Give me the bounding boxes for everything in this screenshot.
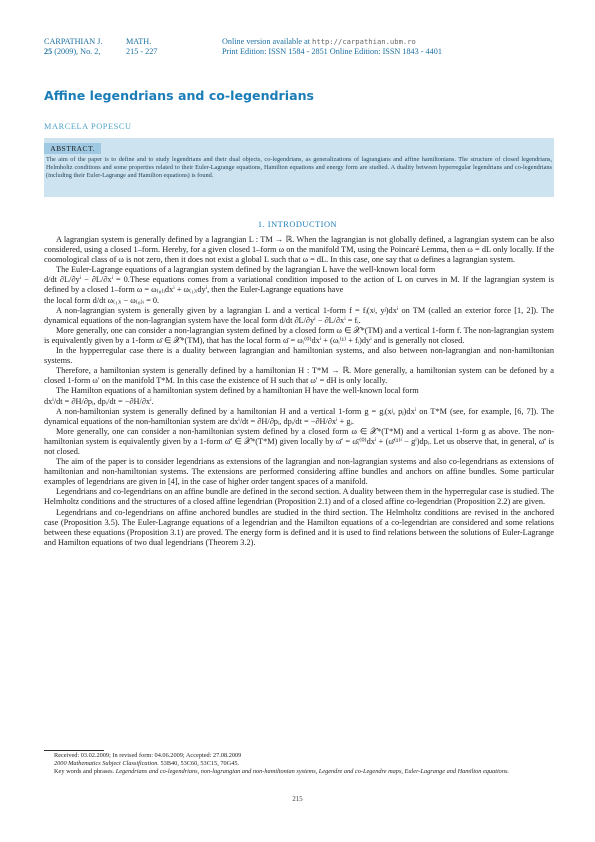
paragraph: d/dt ∂L/∂yⁱ − ∂L/∂xⁱ = 0.These equations comes from a variational condition imposed to the action of L on curves in M. If the lagrangian system is defined by a closed 1–form ω = ω₍₀₎ᵢdxⁱ + ω₍₁₎ᵢdyⁱ, then the Euler-Lagrange equations have [44,275,554,295]
edition-info [222,37,442,57]
paragraph: Legendrians and co-legendrians on an affine bundle are defined in the second section. A duality between them in the hyperregular case is studied. The Helmholtz conditions and the structures of a closed affine legendrian (Proposition 2.1) and of a closed affine co-legendrian (Proposition 2.2) are given. [44,487,554,507]
online-prefix: Online version available at [222,37,313,46]
paragraph: The Hamilton equations of a hamiltonian system defined by a hamiltonian H have the well-known local form [56,386,419,396]
journal-header [44,37,551,57]
equation: dxⁱ/dt = ∂H/∂pᵢ, dpᵢ/dt = −∂H/∂xⁱ. [44,396,154,406]
paper-author: MARCELA POPESCU [44,122,132,131]
footnote-rule [44,750,104,751]
journal-name: CARPATHIAN J. [44,37,103,46]
paragraph: Therefore, a hamiltonian system is generally defined by a hamiltonian H : T*M → ℝ. More generally, a hamiltonian system can be defoned by a closed 1-form ω′ on the manifold T*M. In this case the existence of H such that ω′ = dH is only locally. [44,366,554,386]
paragraph: More generally, one can consider a non-hamiltonian system defined by a closed form ω ∈ 𝒳*(T*M) and a vertical 1-form g as above. The non-hamiltonian system is equivalently given by a 1-form ω̄′ ∈ 𝒳*(T*M) given locally by ω̄′ = ω̄ᵢ⁽⁰⁾dxⁱ + (ω̄⁽¹⁾ⁱ − gⁱ)dpᵢ. Let us observe that, in general, ω̄′ is not closed. [44,426,554,456]
journal-subject: MATH. [126,37,152,46]
paper-title: Affine legendrians and co-legendrians [44,88,315,103]
section-heading: 1. INTRODUCTION [257,220,338,229]
journal-volume: 25 (2009), No. 2, [44,47,101,56]
body-text [44,235,554,548]
keywords: Key words and phrases. Legendrians and co-legendrians, non-lagrangian and non-hamiltonian systems, Legendre and co-Legendre maps, Euler-Lagrange and Hamilton equations. [54,768,510,775]
paragraph: In the hypperregular case there is a duality between lagrangian and hamiltonian systems, and also between non-lagrangian and non-hamiltonian systems. [44,346,554,366]
paragraph: The aim of the paper is to consider legendrians as extensions of the lagrangian and non-lagrangian systems and also co-legendrians as extensions of hamiltonian and non-hamiltonian systems. The extensions are performed considering affine bundles and anchors on affine bundles. Some particular examples of legendrians are given in [4], in the case of higher order tangent spaces of a manifold. [44,457,554,487]
paragraph: A non-hamiltonian system is generally defined by a hamiltonian H and a vertical 1-form g = gᵢ(xʲ, pⱼ)dxⁱ on T*M (see, for example, [6, 7]). The dynamical equations of the non-hamiltonian system are dxⁱ/dt = ∂H/∂pᵢ, dpᵢ/dt = −∂H/∂xⁱ + gᵢ. [44,406,554,426]
received-dates: Received: 03.02.2009; In revised form: 04.06.2009; Accepted: 27.08.2009 [54,752,242,759]
journal-url-link[interactable]: http://carpathian.ubm.ro [312,37,416,46]
paragraph: The Euler-Lagrange equations of a lagrangian system defined by the lagrangian L have the well-known local form [56,265,436,275]
abstract-label: ABSTRACT. [44,143,101,154]
paragraph: More generally, one can consider a non-lagrangian system defined by a closed form ω ∈ 𝒳*(TM) and a vertical 1-form f. The non-lagrangian system is equivalently given by a 1-form ω̄ ∈ 𝒳*(TM), that has the local form ω̄ = ωᵢ⁽⁰⁾dxⁱ + (ωᵢ⁽¹⁾ + fᵢ)dyⁱ and is generally not closed. [44,325,554,345]
print-edition: Print Edition: ISSN 1584 - 2851 Online Edition: ISSN 1843 - 4401 [222,47,442,56]
paragraph: A non-lagrangian system is generally given by a lagrangian L and a vertical 1-form f = fᵢ(xʲ, yʲ)dxⁱ on TM (called an exterior force [1, 2]). The dynamical equations of the non-lagrangian system have the local form d/dt ∂L/∂yⁱ − ∂L/∂xⁱ = fᵢ. [44,305,554,325]
msc-classification: 2000 Mathematics Subject Classification. 53B40, 53C60, 53C15, 70G45. [54,760,240,767]
page-number: 215 [292,796,303,803]
paragraph: A lagrangian system is generally defined by a lagrangian L : TM → ℝ. When the lagrangian is not globally defined, a lagrangian system can be also considered, using a closed 1–form. Hereby, for a given closed 1–form ω on the manifold TM, using the Poincaré Lemma, then ω = dL only locally. If the coomological class of ω is not zero, then it does not exist a global L such that ω = dL. In this case, one say that ω defines a lagrangian system. [44,235,554,265]
abstract-text: The aim of the paper is to define and to study legendrians and their dual objects, co-legendrians, as generalizations of lagrangians and affine hamiltonians. The structure of closed legendrians, Helmholtz conditions and some properties related to their Euler-Lagrange equations, Hamilton equations and energy form are studied. A duality between hyperregular legendrians and co-legendrians (including their Euler-Lagrange and Hamilton equations) is found. [46,156,552,179]
journal-pages: 215 - 227 [126,47,158,56]
paragraph: the local form d/dt ω₍₁₎ᵢ − ω₍₀₎ᵢ = 0. [44,295,160,305]
paragraph: Legendrians and co-legendrians on affine anchored bundles are studied in the third section. The Helmholtz conditions are revised in the anchored case (Proposition 3.5). The Euler-Lagrange equations of a legendrian and the Hamilton equations of a co-legendrian are considered and some relations between these equations (Proposition 3.1) are proved. The energy form is defined and it is used to find relations between the solutions of Euler-Lagrange and Hamilton equations of two dual legendrians (Theorem 3.2). [44,507,554,547]
footnotes [44,752,554,776]
